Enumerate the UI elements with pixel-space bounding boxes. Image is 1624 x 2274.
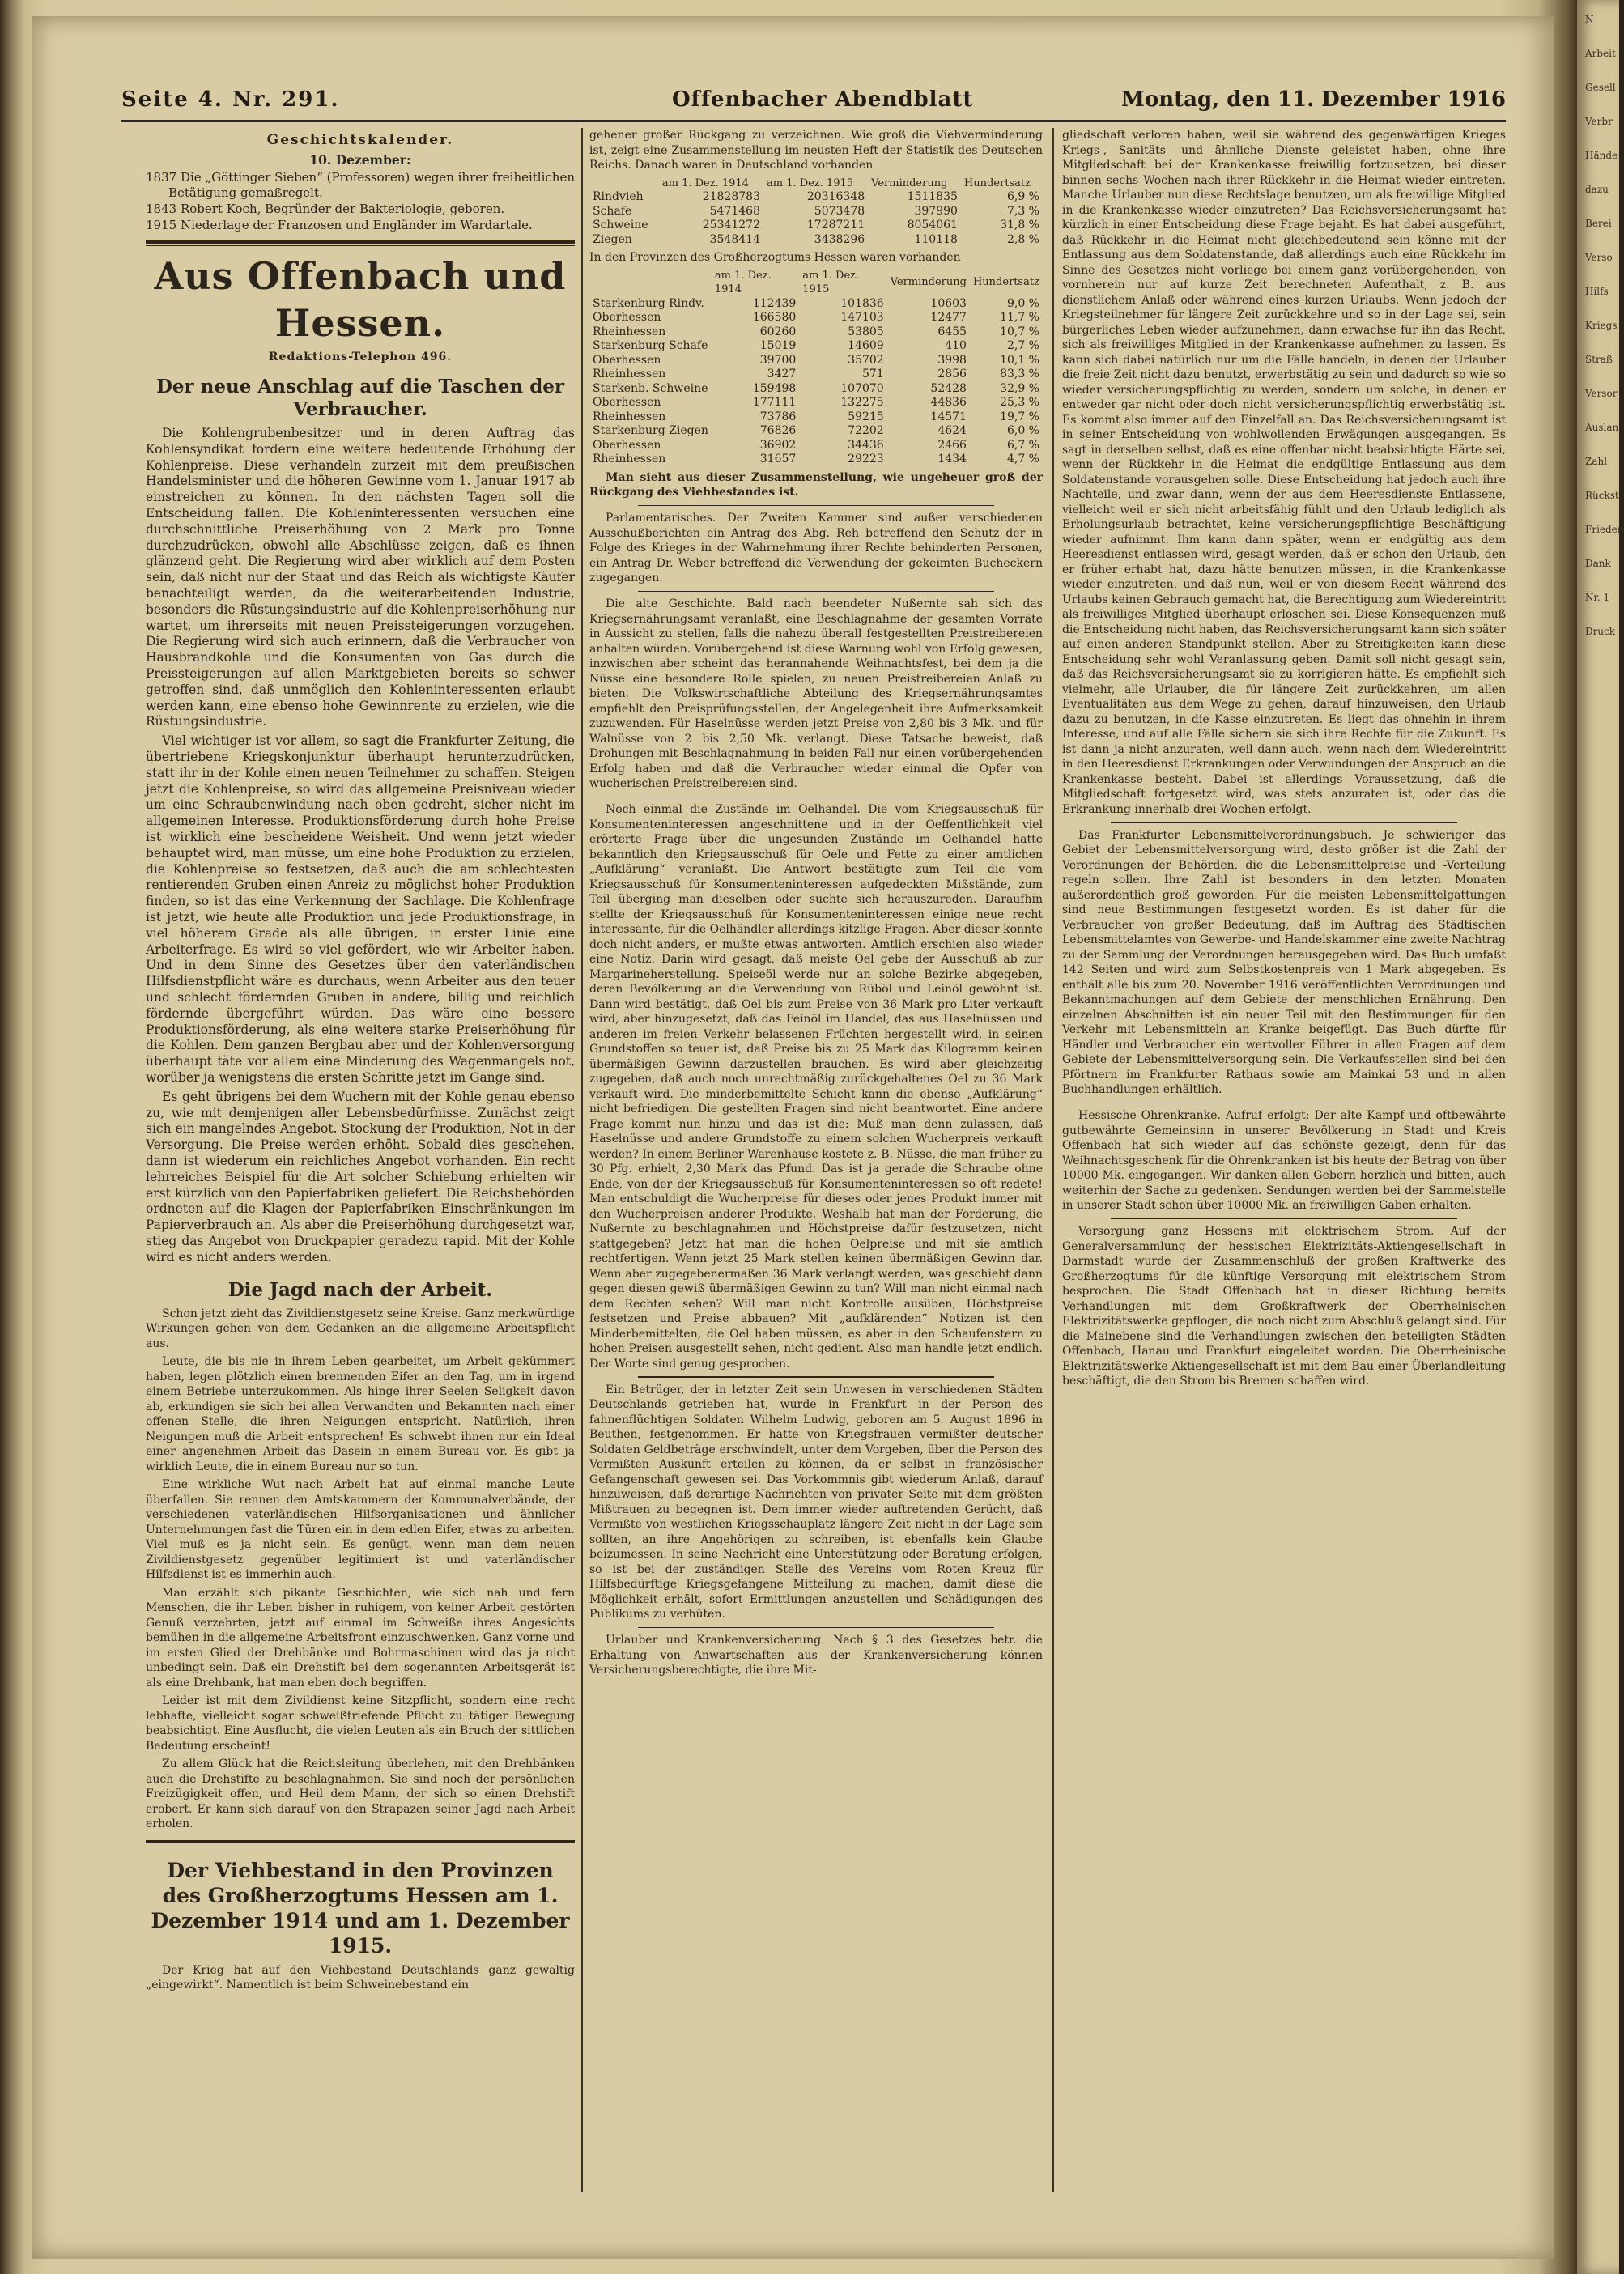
table-cell: 2466 xyxy=(937,438,967,452)
article-separator xyxy=(638,797,994,798)
table-cell: 159498 xyxy=(752,381,797,395)
table-row xyxy=(589,382,1043,397)
table-cell: 2,8 % xyxy=(1006,232,1039,246)
table-cell: 34436 xyxy=(848,438,884,452)
table-row xyxy=(589,233,1043,248)
facing-page-fragment: Berei xyxy=(1585,218,1612,229)
table-cell: 3438296 xyxy=(814,232,865,246)
column-rule xyxy=(1052,128,1054,2192)
table-cell: 10,7 % xyxy=(1000,325,1039,338)
section-rule xyxy=(146,245,575,247)
facing-page-fragment: Straß xyxy=(1585,354,1613,365)
table-cell: 39700 xyxy=(759,353,797,367)
article-separator xyxy=(638,505,994,507)
table-cell: 21828783 xyxy=(702,190,760,203)
table-cell: 76826 xyxy=(759,424,797,437)
table-cell: 19,7 % xyxy=(1000,410,1039,423)
article-paragraph: Man erzählt sich pikante Geschichten, wie sich nah und fern Menschen, die ihr Leben bisher in ruhigem, von keiner Arbeit gestörten Genuß verzehrten, jetzt auf einmal im Schweiße ihres Angesichts bemühen in die allgemeine Arbeitsfront einzuschwenken. Ganz vorne und im ersten Glied der Drehbänke und Bohrmaschinen wird das ja nicht unbedingt sein. Daß ein Drehstift bei dem sogenannten Arbeitsgerät ist als eine Drehbank, hat man eben doch begriffen. xyxy=(146,1586,575,1690)
facing-page-fragment: N xyxy=(1585,14,1594,25)
table-cell: 10603 xyxy=(930,296,967,310)
article-paragraph: gliedschaft verloren haben, weil sie während des gegenwärtigen Krieges Kriegs-, Sanitäts- und ähnliche Dienste geleistet haben, ohne ihre Mitgliedschaft bei der Krankenkasse freiwillig fortzusetzen, bei dieser binnen sechs Wochen nach ihrer Rückkehr in die Heimat wieder eintreten. Manche Urlauber nun diese Rechtslage benutzen, um als freiwillige Mitglied in die Krankenkasse wieder einzutreten? Das Reichsversicherungsamt hat kürzlich in einer Entscheidung diese Frage bejaht. Es hat dabei ausgeführt, daß Rückkehr in die Heimat nicht gleichbedeutend sein könne mit der Entlassung aus dem Soldatenstande, daß allerdings auch eine Rückkehr im Sinne des Gesetzes nicht vorliege bei einem ganz vorübergehenden, von vornherein nur auf kurze Zeit berechneten Aufenthalt, z. B. aus dienstlichem Anlaß oder während eines kurzen Urlaubs. Wenn jedoch der Kriegsteilnehmer für längere Zeit zurückkehre und so in der Lage sei, sein bürgerliches Leben wieder aufzunehmen, dann erwachse für ihn das Recht, sich als freiwilliges Mitglied in der Krankenkasse aufnehmen zu lassen. Es kann sich dabei natürlich nur um die Fälle handeln, in denen der Urlauber die freie Zeit nicht dazu benutzt, erwerbstätig zu sein und dadurch so wie so wieder versicherungspflichtig zu werden, sondern um solche, in denen er entweder gar nicht oder doch nicht versicherungspflichtig erwerbstätig ist. Es kommt also immer auf den Einzelfall an. Das Reichsversicherungsamt ist in seiner Entscheidung von wohlwollenden Erwägungen ausgegangen. Es sagt in derselben selbst, daß es eine offenbar nicht beabsichtigte Härte sei, wenn der Rückkehr in die Heimat die endgültige Entlassung aus dem Soldatenstande vorausgehen solle. Diese Entscheidung hat jedoch auch ihre Nachteile, und zwar dann, wenn der aus dem Heeresdienste Entlassene, vielleicht weil er sich nicht arbeitsfähig fühlt und den Urlaub lediglich als Erholungsurlaub betrachtet, keine versicherungspflichtige Beschäftigung wieder aufnimmt. Ihm kann dann später, wenn er endgültig aus dem Heeresdienst entlassen wird, gesagt werden, daß er schon den Urlaub, den er früher erhabt hat, dazu hätte benutzen müssen, in die Krankenkasse wieder einzutreten, und daß nun, weil er von diesem Recht während des Urlaubs keinen Gebrauch gemacht hat, die Berechtigung zum Wiedereintritt als freiwilliges Mitglied überhaupt erloschen sei. Diese Konsequenzen muß die Entscheidung nicht haben, das Reichsversicherungsamt kann sich später auf einen anderen Standpunkt stellen. Aber zu Streitigkeiten kann diese Entscheidung sehr wohl Veranlassung geben. Damit soll nicht gesagt sein, daß das Reichsversicherungsamt sie zu korrigieren hätte. Es empfiehlt sich vielmehr, alle Urlauber, die für längere Zeit zurückkehren, um allen Eventualitäten aus dem Wege zu gehen, darauf hinzuweisen, den Urlaub dazu zu benutzen, in die Kasse einzutreten. Es liegt das ohnehin in ihrem Interesse, und auf alle Fälle sichern sie sich ihre Rechte für die Zukunft. Es ist dann ja nicht anzuraten, weil dann auch, wenn nach dem Wiedereintritt in den Heeresdienst Erkrankungen oder Verwundungen der Anspruch an die Krankenkasse besteht. Dabei ist allerdings Voraussetzung, daß die Mitgliedschaft fortgesetzt wird, was stets anzuraten ist, oder das die Erkrankung innerhalb drei Wochen erfolgt. xyxy=(1062,129,1506,816)
table-cell: 60260 xyxy=(759,325,797,338)
article-paragraph: Das Frankfurter Lebensmittelverordnungsbuch. Je schwieriger das Gebiet der Lebensmittelversorgung wird, desto größer ist die Zahl der Verordnungen der Behörden, die die Lebensmittelpreise und -Verteilung regeln sollen. Ihre Zahl ist besonders in den letzten Monaten außerordentlich groß geworden. Für die meisten Lebensmittelgattungen sind neue Bestimmungen festgesetzt worden. Es ist daher für die Verbraucher von großer Bedeutung, daß im Auftrag des Städtischen Lebensmittelamtes von Gewerbe- und Handelskammer eine zweite Nachtrag zu der Sammlung der Verordnungen herausgegeben wird. Das Buch umfaßt 142 Seiten und wird zum Selbstkostenpreis von 1 Mark abgegeben. Es enthält alle bis zum 20. November 1916 veröffentlichten Verordnungen und Bekanntmachungen auf dem Gebiete der menschlichen Ernährung. Den einzelnen Abschnitten ist ein neuer Teil mit den Bestimmungen für den Verkehr mit Lebensmitteln an Kranke beigefügt. Das Buch dürfte für Händler und Verbraucher ein wertvoller Führer in allen Fragen auf dem Gebiete der Lebensmittelversorgung sein. Die Verkaufsstellen sind bei den Pförtnern im Frankfurter Rathaus sowie am Mainkai 53 und in allen Buchhandlungen erhältlich. xyxy=(1062,828,1506,1096)
redaction-telephone: Redaktions-Telephon 496. xyxy=(268,351,453,364)
section-title: Aus Offenbach und Hessen. xyxy=(154,254,567,346)
table-cell: 107070 xyxy=(840,381,884,395)
table-header-row: am 1. Dez. 1914 am 1. Dez. 1915 Verminderung Hundertsatz xyxy=(714,269,1039,295)
history-calendar xyxy=(146,133,575,234)
facing-page-fragment: Hände xyxy=(1585,150,1618,161)
table-cell: 6455 xyxy=(937,325,967,338)
table-cell: 25,3 % xyxy=(1000,396,1039,409)
table-cell-label: Rheinhessen xyxy=(593,410,666,423)
table-cell: 73786 xyxy=(759,410,797,423)
article-paragraph: Der Krieg hat auf den Viehbestand Deutschlands ganz gewaltig „eingewirkt“. Namentlich ist beim Schweinebestand ein xyxy=(146,1963,575,1992)
table-cell: 2,7 % xyxy=(1006,339,1039,352)
article-separator xyxy=(638,591,994,593)
page-header xyxy=(121,87,1506,120)
table-row xyxy=(589,368,1043,382)
table-cell-label: Rheinhessen xyxy=(593,368,666,380)
table-cell-label: Ziegen xyxy=(593,232,632,246)
table-cell: 36902 xyxy=(759,438,797,452)
table-row xyxy=(589,219,1043,233)
table-row xyxy=(589,311,1043,325)
table-cell: 15019 xyxy=(759,339,797,352)
article-paragraph: Urlauber und Krankenversicherung. Nach § 3 des Gesetzes betr. die Erhaltung von Anwartschaften aus der Krankenversicherung können Versicherungsberechtigte, die ihre Mit- xyxy=(589,1634,1043,1677)
facing-page-fragment: Rückst xyxy=(1585,490,1619,501)
article-paragraph: Leute, die bis nie in ihrem Leben gearbeitet, um Arbeit gekümmert haben, legen plötzlich einen brennenden Eifer an den Tag, um in irgend einem Betriebe unterzukommen. Als hinge ihrer Seelen Seligkeit davon ab, erkundigen sie sich bei allen Verwandten und Bekannten nach einer offenen Stelle, die ihren Neigungen entspricht. Natürlich, ihren Neigungen muß die Arbeit entsprechen! Es schwebt ihnen nur ein Ideal einer angenehmen Arbeit das Dasein in einem Bureau vor. Es gibt ja wirklich Leute, die in einem Bureau nur so tun. xyxy=(146,1355,575,1473)
column-3 xyxy=(1062,128,1506,1392)
table-cell-label: Oberhessen xyxy=(593,353,661,367)
facing-page-fragment: Arbeit xyxy=(1585,48,1616,59)
table-cell: 7,3 % xyxy=(1006,204,1039,218)
article-separator xyxy=(1111,1218,1457,1220)
table-cell: 397990 xyxy=(914,204,958,218)
table-cell: 31,8 % xyxy=(1000,219,1039,232)
table-cell: 10,1 % xyxy=(1000,353,1039,367)
table-cell: 6,7 % xyxy=(1006,438,1039,452)
table-cell: 112439 xyxy=(752,296,797,310)
livestock-table-germany xyxy=(589,176,1043,248)
article-paragraph: Noch einmal die Zustände im Oelhandel. Die vom Kriegsausschuß für Konsumenteninteressen angeschnittene und in der Oeffentlichkeit viel erörterte Frage über die ungesunden Zustände im Oelhandel hatte bekanntlich den Kriegsausschuß für Oele und Fette zu einer amtlichen „Aufklärung“ veranlaßt. Die Antwort bestätigte zum Teil die vom Kriegsausschuß für Konsumenteninteressen aufgedeckten Mißstände, zum Teil überging man dieselben oder suchte sich herauszureden. Daraufhin stellte der Kriegsausschuß für Konsumenteninteressen einige neue recht interessante, für die Oelhändler allerdings kitzlige Fragen. Aber dieser konnte doch nicht anders, er mußte etwas antworten. Amtlich erschien also wieder eine Notiz. Darin wird gesagt, daß meiste Oel gebe der Ausschuß ab zur Margarineherstellung. Speiseöl werde nur an solche Bezirke abgegeben, deren Bevölkerung an die Verwendung von Rüböl und Leinöl gewöhnt ist. Dann wird bestätigt, daß Oel bis zum Preise von 36 Mark pro Liter verkauft wird, aber hinzugesetzt, daß das Feinöl im Handel, das aus Haselnüssen und anderen im freien Verkehr belassenen Früchten hergestellt wird, in seinen Grundstoffen so teuer ist, daß Preise bis zu 25 Mark das Kilogramm keinen übermäßigen Gewinn darzustellen brauchen. Es wird aber gleichzeitig zugegeben, daß auch noch unrechtmäßig zurückgehaltenes Oel zu 36 Mark verkauft wird. Die minderbemittelte Schicht kann die ebenso „Aufklärung“ nicht befriedigen. Die gestellten Fragen sind nicht beantwortet. Eine andere Frage kommt nun hinzu und das ist die: Muß man denn zulassen, daß Haselnüsse und andere Grundstoffe zu einem solchen Wucherpreis verkauft werden? In einem Berliner Warenhause kostete z. B. Nüsse, die man früher zu 30 Pfg. erhielt, 2,30 Mark das Pfund. Das ist ja gerade die Schraube ohne Ende, von der der Kriegsausschuß für Konsumenteninteressen so oft redete! Man entschuldigt die Wucherpreise für dieses oder jenes Produkt immer mit den Wucherpreisen anderer Produkte. Weshalb hat man der Forderung, die Nußernte zu beschlagnahmen und Höchstpreise dafür festzusetzen, nicht stattgegeben? Jetzt hat man die hohen Oelpreise und mit sie amtlich rechtfertigen. Wenn jetzt 25 Mark stellen keinen übermäßigen Gewinn dar. Wenn aber zugegebenermaßen 36 Mark verlangt werden, was geschieht dann gegen diesen gewiß übermäßigen Gewinn zu tun? Will man nicht einmal nach dem Rechten sehen? Will man nicht Kontrolle ausüben, Höchstpreise festsetzen und Preise abbauen? Mit „aufklärenden“ Notizen ist den Minderbemittelten, die Oel haben müssen, es aber in den Schaufenstern zu hohen Preisen ausgestellt sehen, nicht gedient. Also man handle jetzt endlich. Der Worte sind genug gesprochen. xyxy=(589,803,1043,1371)
table-cell: 410 xyxy=(945,339,967,352)
article-separator xyxy=(1111,1103,1457,1104)
article-paragraph: Zu allem Glück hat die Reichsleitung überlehen, mit den Drehbänken auch die Drehstifte zu beschlagnahmen. Sie sind noch der persönlichen Freizügigkeit offen, und Heil dem Mann, der sich so einen Drehstift erobert. Er kann sich darauf von den Strapazen seiner Jagd nach Arbeit erholen. xyxy=(146,1758,575,1831)
table-cell: 32,9 % xyxy=(1000,381,1039,395)
table-cell-label: Rheinhessen xyxy=(593,325,666,338)
table-cell: 4,7 % xyxy=(1006,453,1039,465)
table-cell: 3427 xyxy=(767,368,797,380)
livestock-table-hesse xyxy=(589,269,1043,467)
article-title: Der Viehbestand in den Provinzen des Großherzogtums Hessen am 1. Dezember 1914 und am 1. Dezember 1915. xyxy=(151,1858,570,1957)
table-cell: 14571 xyxy=(930,410,967,423)
article-separator xyxy=(638,1627,994,1629)
article-paragraph: Die alte Geschichte. Bald nach beendeter Nußernte sah sich das Kriegsernährungsamt veranlaßt, eine Beschlagnahme der gesamten Vorräte in Aussicht zu stellen, falls die nahezu überall festgestellten Preistreibereien anhalten würden. Vorübergehend ist diese Warnung wohl von Erfolg gewesen, inzwischen aber scheint das herannahende Weihnachtsfest, bei dem ja die Nüsse eine besondere Rolle spielen, zu neuen Preistreibereien Anlaß zu bieten. Die Volkswirtschaftliche Abteilung des Kriegsernährungsamtes empfiehlt den Preisprüfungsstellen, der Angelegenheit ihre Aufmerksamkeit zuzuwenden. Für Haselnüsse werden jetzt Preise von 2,80 bis 3 Mk. und für Walnüsse von 2 bis 2,50 Mk. verlangt. Diese Tatsache beweist, daß Drohungen mit Beschlagnahmung in beiden Fall nur einen vorübergehenden Erfolg haben und daß die Verbraucher wieder einmal die Opfer von wucherischen Preistreibereien sind. xyxy=(589,597,1043,790)
table-cell-label: Oberhessen xyxy=(593,311,661,324)
facing-page-fragment: Auslan xyxy=(1585,422,1619,433)
table-cell: 25341272 xyxy=(702,219,760,232)
calendar-title: Geschichtskalender. xyxy=(266,132,454,148)
table-cell-label: Schweine xyxy=(593,219,648,232)
article-paragraph: Es geht übrigens bei dem Wuchern mit der Kohle genau ebenso zu, wie mit demjenigen aller Lebensbedürfnisse. Zunächst zeigt sich ein mangelndes Angebot. Stockung der Produktion, Not in der Versorgung. Die Preise werden erhöht. Sobald dies geschehen, dann ist wiederum ein reichliches Angebot vorhanden. Ein recht lehrreiches Beispiel für die Art solcher Schiebung erhielten wir erst kürzlich von den Papierfabriken geliefert. Die Reichsbehörden ordneten auf die Klagen der Papierfabriken Einschränkungen im Papierverbrauch an. Als aber die Preiserhöhung durchgesetzt war, stieg das Angebot von Druckpapier geradezu rapid. Mit der Kohle wird es nicht anders werden. xyxy=(146,1089,575,1265)
table-row xyxy=(589,205,1043,219)
table-cell: 12477 xyxy=(930,311,967,324)
table-row xyxy=(589,339,1043,354)
table-cell: 52428 xyxy=(930,381,967,395)
facing-page-fragment: Zahl xyxy=(1585,456,1608,467)
facing-page-fragment: Verbr xyxy=(1585,116,1613,127)
facing-page-fragment: Druck xyxy=(1585,626,1616,637)
section-rule xyxy=(146,1840,575,1843)
table-row xyxy=(589,396,1043,410)
calendar-entry: 1915 Niederlage der Franzosen und Engländer im Wardartale. xyxy=(146,217,533,232)
table-row xyxy=(589,354,1043,368)
article-paragraph: gehener großer Rückgang zu verzeichnen. Wie groß die Viehverminderung ist, zeigt eine Zusammenstellung im neusten Heft der Statistik des Deutschen Reichs. Danach waren in Deutschland vorhanden xyxy=(589,129,1043,172)
table-row xyxy=(589,453,1043,467)
table-row xyxy=(589,439,1043,453)
table-cell: 9,0 % xyxy=(1006,296,1039,310)
table-cell: 6,0 % xyxy=(1006,424,1039,437)
facing-page-fragment: dazu xyxy=(1585,184,1609,195)
table-cell-label: Rindvieh xyxy=(593,190,644,203)
article-paragraph: Parlamentarisches. Der Zweiten Kammer sind außer verschiedenen Ausschußberichten ein Antrag des Abg. Reh betreffend den Schutz der in Folge des Krieges in der Wahrnehmung ihrer Rechte behinderten Personen, ein Antrag Dr. Weber betreffend die Verwendung der gekeimten Bucheckern zugegangen. xyxy=(589,512,1043,584)
column-2 xyxy=(589,128,1043,1681)
table-cell: 3548414 xyxy=(709,232,760,246)
table-conclusion: Man sieht aus dieser Zusammenstellung, wie ungeheuer groß der Rückgang des Viehbestandes ist. xyxy=(589,470,1043,499)
table-cell: 571 xyxy=(861,368,884,380)
table-cell: 4624 xyxy=(937,424,967,437)
facing-page-edge xyxy=(1577,0,1624,2274)
issue-date: Montag, den 11. Dezember 1916 xyxy=(1121,87,1506,112)
article-separator xyxy=(1111,822,1457,823)
table-cell: 59215 xyxy=(848,410,884,423)
table-cell: 44836 xyxy=(930,396,967,409)
table-cell: 166580 xyxy=(752,311,797,324)
table-cell: 8054061 xyxy=(907,219,958,232)
table-cell-label: Rheinhessen xyxy=(593,453,666,465)
facing-page-fragment: Nr. 1 xyxy=(1585,592,1610,603)
table-row xyxy=(589,325,1043,340)
facing-page-fragment: Versor xyxy=(1585,388,1618,399)
facing-page-fragment: Verso xyxy=(1585,252,1613,263)
article-separator xyxy=(638,1376,994,1378)
table-cell: 177111 xyxy=(752,396,797,409)
table-row xyxy=(589,297,1043,312)
table-intro: In den Provinzen des Großherzogtums Hessen waren vorhanden xyxy=(589,251,961,264)
column-1 xyxy=(146,128,575,1996)
table-cell: 101836 xyxy=(840,296,884,310)
facing-page-fragment: Gesell xyxy=(1585,82,1616,93)
column-rule xyxy=(581,128,583,2192)
table-cell: 11,7 % xyxy=(1000,311,1039,324)
table-cell: 14609 xyxy=(848,339,884,352)
calendar-entry: 1837 Die „Göttinger Sieben“ (Professoren) wegen ihrer freiheitlichen Betätigung gemaßregelt. xyxy=(146,169,576,201)
table-cell: 1434 xyxy=(937,453,967,465)
table-cell: 17287211 xyxy=(806,219,865,232)
table-row xyxy=(589,190,1043,205)
article-paragraph: Eine wirkliche Wut nach Arbeit hat auf einmal manche Leute überfallen. Sie rennen den Amtskammern der Kommunalverbände, der verschiedenen vaterländischen Hilfsorganisationen und ähnlicher Unternehmungen fast die Türen ein in dem edlen Eifer, etwas zu arbeiten. Viel muß es ja nicht sein. Es genügt, wenn man dem neuen Zivildienstgesetz gegenüber legitimiert ist und vaterländischer Hilfsdienst ist es immerhin auch. xyxy=(146,1478,575,1582)
facing-page-fragment: Dank xyxy=(1585,558,1611,569)
facing-page-fragment: Kriegs xyxy=(1585,320,1618,331)
table-cell: 6,9 % xyxy=(1006,190,1039,203)
table-cell: 1511835 xyxy=(907,190,958,203)
table-cell-label: Oberhessen xyxy=(593,396,661,409)
facing-page-fragment: Hilfs xyxy=(1585,286,1609,297)
table-cell-label: Starkenburg Ziegen xyxy=(593,424,708,437)
calendar-date: 10. Dezember: xyxy=(309,151,411,168)
header-rule xyxy=(121,120,1506,122)
table-cell: 147103 xyxy=(840,311,884,324)
table-cell: 110118 xyxy=(914,232,958,246)
table-header-row: am 1. Dez. 1914 am 1. Dez. 1915 Verminderung Hundertsatz xyxy=(661,176,1031,189)
article-paragraph: Ein Betrüger, der in letzter Zeit sein Unwesen in verschiedenen Städten Deutschlands getrieben hat, wurde in Frankfurt in der Person des fahnenflüchtigen Soldaten Wilhelm Ludwig, geboren am 5. August 1896 in Beuthen, festgenommen. Er hatte von Kriegsfrauen vermißter deutscher Soldaten Geldbeträge erschwindelt, unter dem Vorgeben, über die Person des Vermißten Auskunft erteilen zu können, da er selbst in französischer Gefangenschaft gewesen sei. Das Vorkommnis gibt wiederum Anlaß, darauf hinzuweisen, daß derartige Nachrichten von privater Seite mit dem größten Mißtrauen zu begegnen ist. Dem immer wieder auftretenden Gerücht, daß Vermißte von westlichen Kriegsschauplatz längere Zeit nicht in der Lage sein sollten, an ihre Angehörigen zu schreiben, ist ebenfalls kein Glaube beizumessen. In seine Nachricht eine Unterstützung oder Beratung erfolgen, so ist bei der zuständigen Stelle des Vereins vom Roten Kreuz für Hilfsbedürftige Kriegsgefangene Mitteilung zu machen, damit diese die Möglichkeit erhält, sofort Ermittlungen anzustellen und Schädigungen des Publikums zu verhüten. xyxy=(589,1383,1043,1621)
article-paragraph: Schon jetzt zieht das Zivildienstgesetz seine Kreise. Ganz merkwürdige Wirkungen gehen von dem Gedanken an die allgemeine Arbeitspflicht aus. xyxy=(146,1307,575,1350)
article-title: Der neue Anschlag auf die Taschen der Verbraucher. xyxy=(155,376,565,421)
table-cell: 31657 xyxy=(759,453,797,465)
table-cell: 5073478 xyxy=(814,204,865,218)
table-cell-label: Starkenburg Rindv. xyxy=(593,296,704,310)
article-paragraph: Viel wichtiger ist vor allem, so sagt die Frankfurter Zeitung, die übertriebene Kriegskonjunktur überhaupt herunterzudrücken, statt ihr in der Kohle einen neuen Teilnehmer zu schaffen. Steigen jetzt die Kohlenpreise, so wird das allgemeine Preisniveau wieder um eine Schraubenwindung nach oben gedreht, sicher nicht im allgemeinen Interesse. Produktionsförderung durch hohe Preise ist wirklich eine bescheidene Weisheit. Und wenn jetzt wieder behauptet wird, man müsse, um eine hohe Produktion zu erzielen, die Kohlenpreise so festsetzen, daß auch die am schlechtesten rentierenden Gruben einen Anreiz zu möglichst hoher Produktion finden, so ist das eine Verkennung der Sachlage. Die Kohlenfrage ist jetzt, wie heute alle Produktion und jede Produktionsfrage, in viel höherem Grade als alle übrigen, in erster Linie eine Arbeiterfrage. Es wird so viel gefördert, wie wir Arbeiter haben. Und in dem Sinne des Gesetzes über den vaterländischen Hilfsdienstpflicht wäre es durchaus, wenn Arbeiter aus den teuer und schlecht fördernden Gruben in andere, billig und reichlich fördernde übergeführt würden. Das wäre eine bessere Produktionsförderung, als eine weitere starke Preiserhöhung für die Kohlen. Dem ganzen Bergbau aber und der Kohlenversorgung überhaupt täte vor allem eine Minderung des Wagenmangels not, worüber ja wenigstens die ersten Schritte jetzt im Gange sind. xyxy=(146,733,575,1085)
page-number: Seite 4. Nr. 291. xyxy=(121,87,340,112)
newspaper-title: Offenbacher Abendblatt xyxy=(672,87,974,112)
table-cell: 132275 xyxy=(840,396,884,409)
article-paragraph: Leider ist mit dem Zivildienst keine Sitzpflicht, sondern eine recht lebhafte, vielleicht sogar schweißtriefende Pflicht zu tätiger Bewegung beabsichtigt. Eine Ausflucht, die vielen Leuten als ein Bruch der sittlichen Bedeutung erscheint! xyxy=(146,1694,575,1753)
table-cell-label: Oberhessen xyxy=(593,438,661,452)
article-paragraph: Hessische Ohrenkranke. Aufruf erfolgt: Der alte Kampf und oftbewährte gutbewährte Gemeinsinn in unserer Bevölkerung in Stadt und Kreis Offenbach hat sich wieder auf das schönste gezeigt, denn für das Weihnachtsgeschenk für die Ohrenkranken ist bis heute der Betrag von über 10000 Mk. eingegangen. Wir danken allen Gebern herzlich und bitten, auch weiterhin der Sache zu gedenken. Sendungen werden bei der Sammelstelle in unserer Stadt schon über 10000 Mk. an freiwilligen Gaben erhalten. xyxy=(1062,1109,1506,1212)
calendar-entry: 1843 Robert Koch, Begründer der Bakteriologie, geboren. xyxy=(146,202,505,217)
article-paragraph: Versorgung ganz Hessens mit elektrischem Strom. Auf der Generalversammlung der hessischen Elektrizitäts-Aktiengesellschaft in Darmstadt wurde der Zusammenschluß der großen Kraftwerke des Großherzogtums für die künftige Versorgung mit elektrischem Strom besprochen. Die Stadt Offenbach hat in dieser Richtung bereits Verhandlungen mit dem Großkraftwerk der Oberrheinischen Elektrizitätswerke gepflogen, die noch nicht zum Abschluß gelangt sind. Für die Mainebene sind die Verhandlungen zwischen den beteiligten Städten Offenbach, Hanau und Frankfurt eingeleitet worden. Die Oberrheinische Elektrizitätswerke Aktiengesellschaft ist mit dem Bau einer Überlandleitung beschäftigt, die den Strom bis Bremen schaffen wird. xyxy=(1062,1225,1506,1388)
table-cell: 35702 xyxy=(848,353,884,367)
table-cell: 53805 xyxy=(848,325,884,338)
table-cell-label: Starkenb. Schweine xyxy=(593,381,708,395)
table-row xyxy=(589,424,1043,439)
table-cell: 2856 xyxy=(937,368,967,380)
table-row xyxy=(589,410,1043,425)
table-cell: 83,3 % xyxy=(1000,368,1039,380)
table-cell-label: Starkenburg Schafe xyxy=(593,339,708,352)
table-cell: 3998 xyxy=(937,353,967,367)
facing-page-fragment: Frieden xyxy=(1585,524,1624,535)
table-cell: 29223 xyxy=(848,453,884,465)
article-paragraph: Die Kohlengrubenbesitzer und in deren Auftrag das Kohlensyndikat fordern eine weitere bedeutende Erhöhung der Kohlenpreise. Diese verhandeln zurzeit mit dem preußischen Handelsminister und die höheren Gewinne vom 1. Januar 1917 ab einstreichen zu können. In den nächsten Tagen soll die Entscheidung fallen. Die Kohleninteressenten versuchen eine durchschnittliche Preiserhöhung von 2 Mark pro Tonne durchzudrücken, obwohl alle Abschlüsse zeigen, daß es ihnen glänzend geht. Die Regierung wird aber wirklich auf dem Posten sein, daß nicht nur der Staat und das Reich als wichtigste Käufer benachteiligt werden, da die weiterarbeitenden Industrie, besonders die Rüstungsindustrie auf die Kohlenpreiserhöhung nur wartet, um ihrerseits mit neuen Preissteigerungen vorzugehen. Die Regierung wird sich auch erinnern, daß die Verbraucher von Hausbrandkohle und die Konsumenten von Gas durch die Preissteigerungen auf allen Marktgebieten bereits so schwer getroffen sind, daß unmöglich den Kohleninteressenten erlaubt werden kann, eine ebenso hohe Gewinnrente zu erzielen, wie die Rüstungsindustrie. xyxy=(146,426,575,729)
article-title: Die Jagd nach der Arbeit. xyxy=(227,1278,493,1301)
table-cell-label: Schafe xyxy=(593,204,632,218)
section-rule xyxy=(146,240,575,244)
table-cell: 20316348 xyxy=(806,190,865,203)
table-cell: 72202 xyxy=(848,424,884,437)
table-cell: 5471468 xyxy=(709,204,760,218)
